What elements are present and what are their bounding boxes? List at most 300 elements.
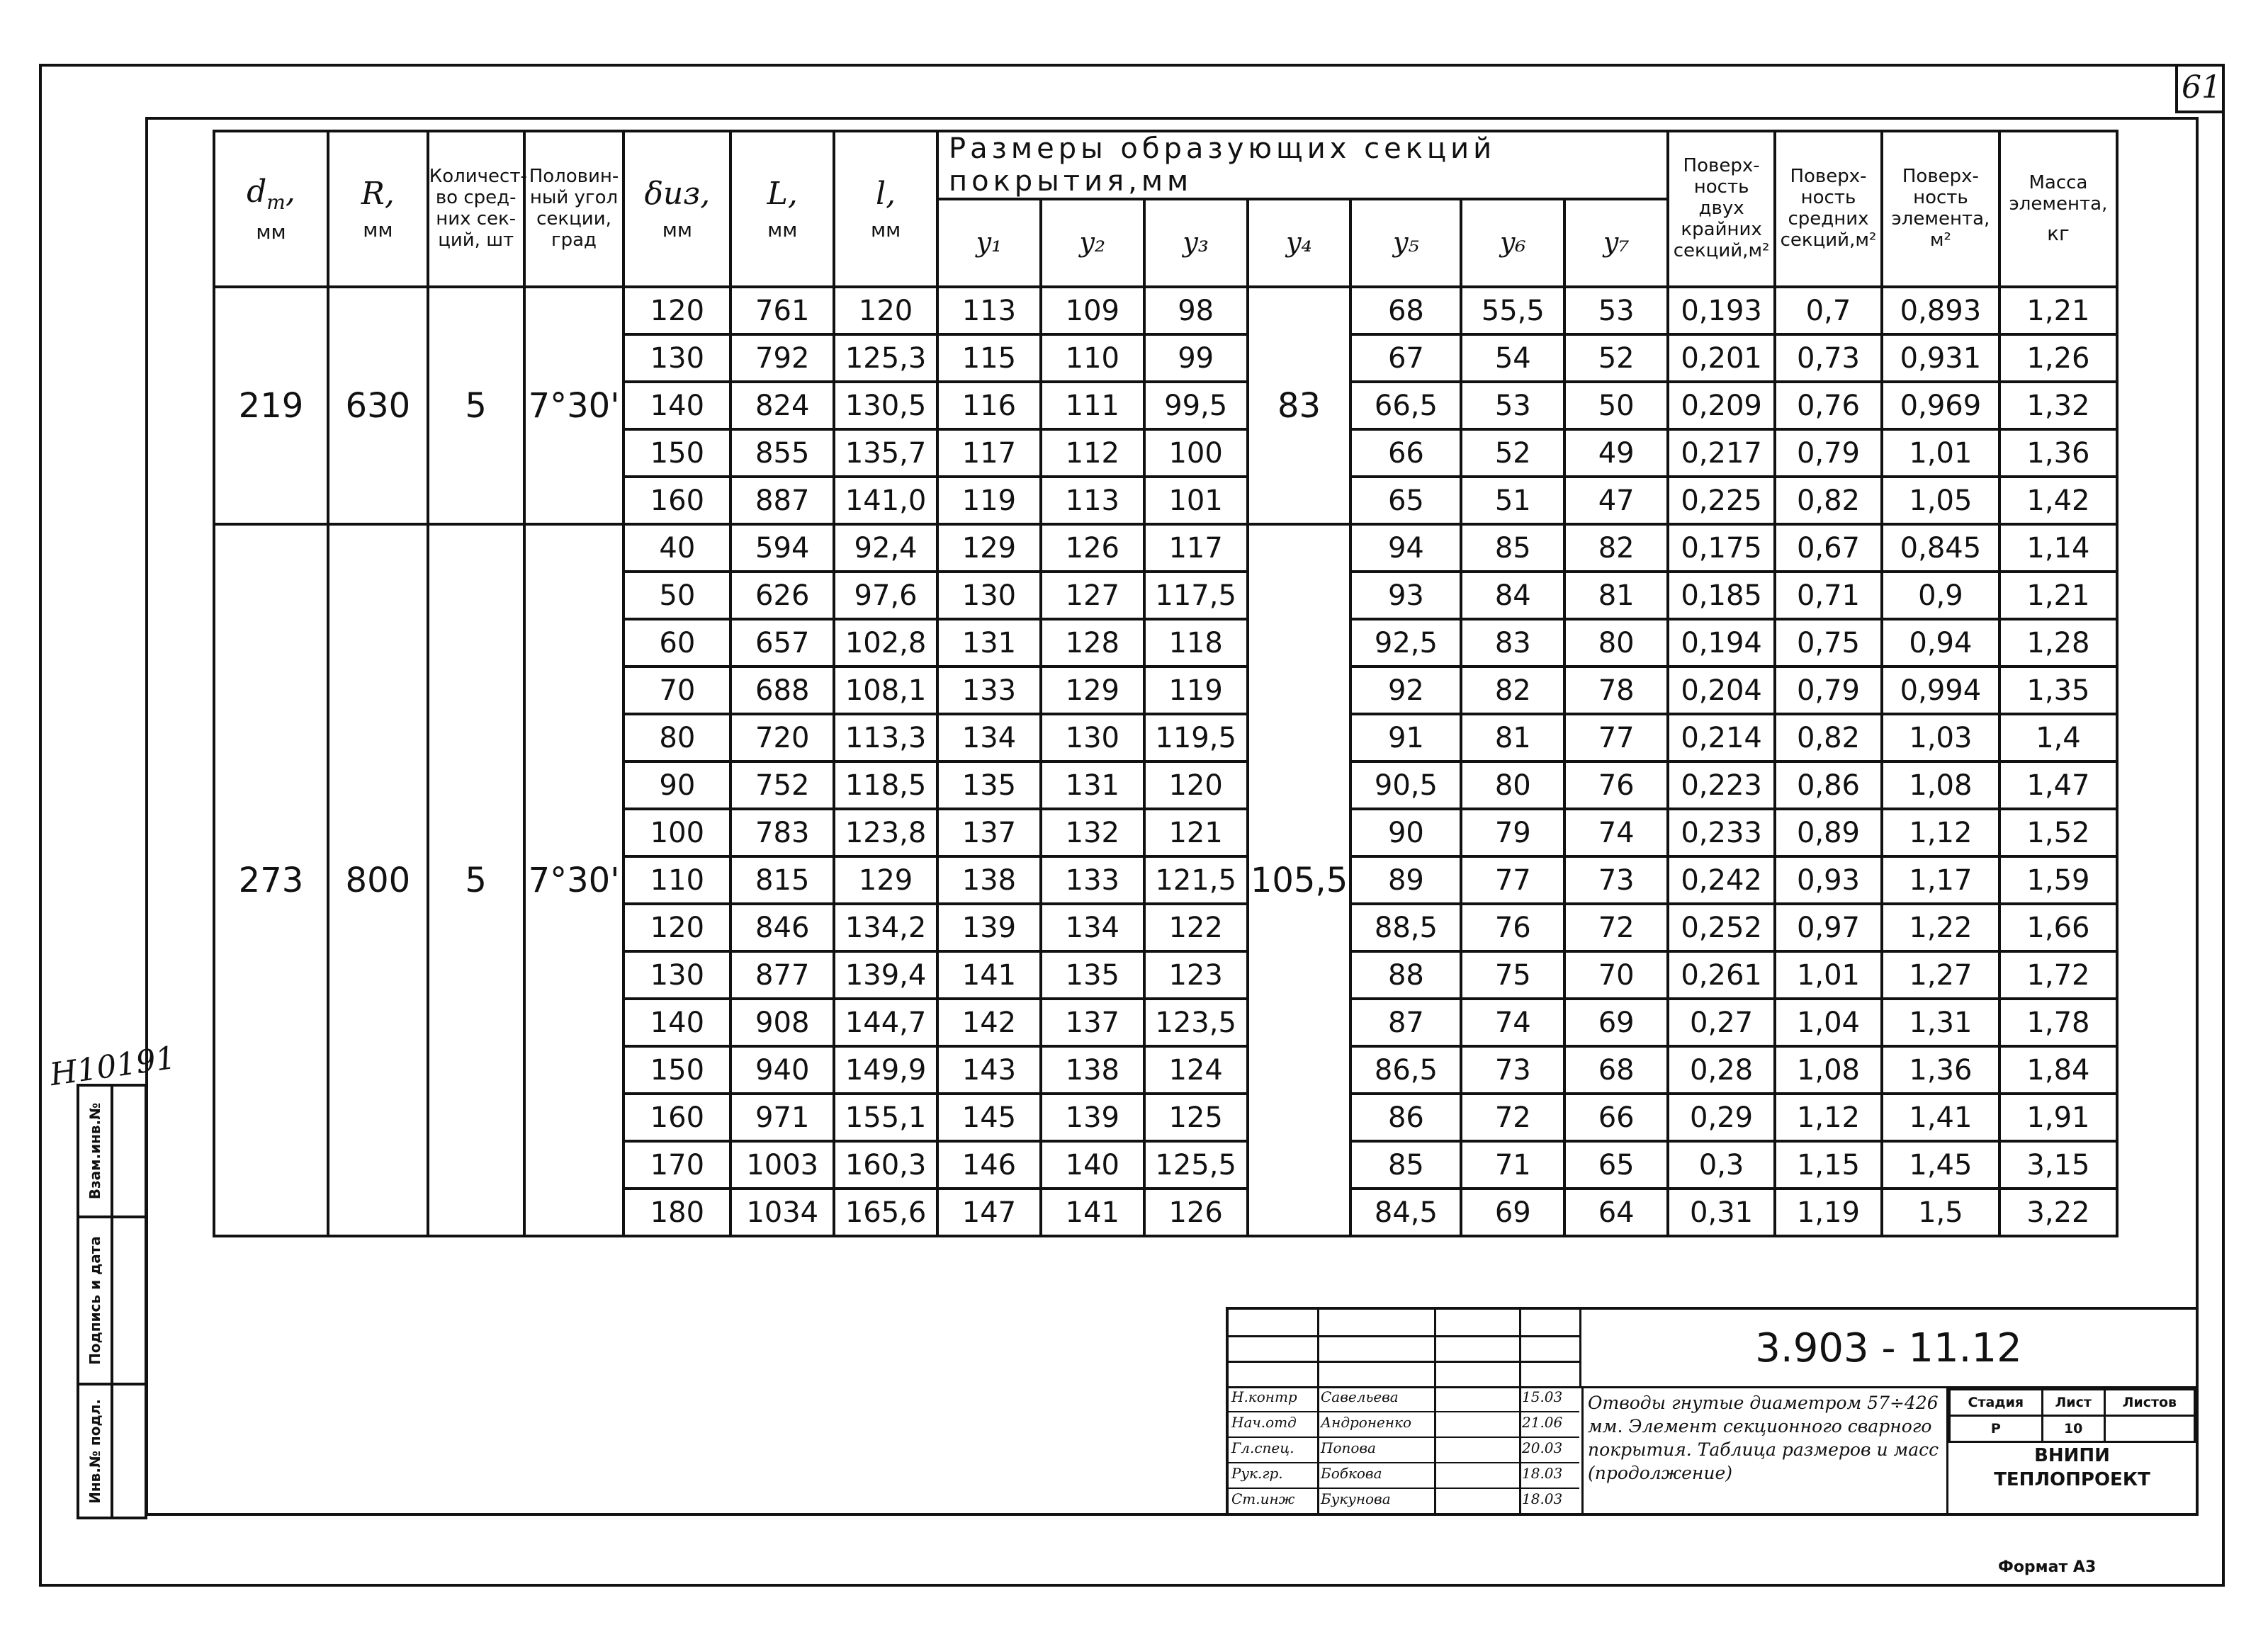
cell-y1: 142 <box>937 999 1041 1046</box>
sheets-value <box>2104 1416 2194 1442</box>
cell-surface-element: 1,03 <box>1882 714 1999 761</box>
cell-y7: 78 <box>1564 667 1668 714</box>
cell-surface-mid: 0,89 <box>1775 809 1882 856</box>
cell-y7: 74 <box>1564 809 1668 856</box>
stage-header: Стадия <box>1950 1390 2043 1416</box>
sheet-number: 61 <box>2175 64 2225 113</box>
cell-y6: 69 <box>1461 1189 1564 1236</box>
cell-mass: 1,66 <box>1999 904 2117 951</box>
cell-y6: 81 <box>1461 714 1564 761</box>
cell-y1: 135 <box>937 761 1041 809</box>
cell-y1: 137 <box>937 809 1041 856</box>
cell-r: 800 <box>328 524 428 1236</box>
cell-insulation: 110 <box>624 856 730 904</box>
cell-mass: 1,72 <box>1999 951 2117 999</box>
cell-L: 752 <box>730 761 834 809</box>
cell-y5: 86 <box>1350 1094 1461 1141</box>
sheets-header: Листов <box>2104 1390 2194 1416</box>
cell-y6: 76 <box>1461 904 1564 951</box>
cell-y5: 67 <box>1350 334 1461 382</box>
cell-L: 855 <box>730 429 834 477</box>
cell-mass: 1,59 <box>1999 856 2117 904</box>
cell-y6: 53 <box>1461 382 1564 429</box>
cell-surface-element: 0,94 <box>1882 619 1999 667</box>
signature-role: Рук.гр. <box>1231 1465 1283 1482</box>
cell-count: 5 <box>428 287 524 524</box>
cell-y6: 77 <box>1461 856 1564 904</box>
header-y1: y₁ <box>937 199 1041 287</box>
cell-y3: 119,5 <box>1144 714 1248 761</box>
cell-y3: 120 <box>1144 761 1248 809</box>
cell-y6: 82 <box>1461 667 1564 714</box>
cell-y1: 143 <box>937 1046 1041 1094</box>
cell-surface-end: 0,3 <box>1668 1141 1775 1189</box>
cell-y5: 94 <box>1350 524 1461 572</box>
cell-mass: 1,78 <box>1999 999 2117 1046</box>
cell-surface-mid: 1,01 <box>1775 951 1882 999</box>
cell-y2: 126 <box>1041 524 1144 572</box>
header-y6: y₆ <box>1461 199 1564 287</box>
cell-insulation: 50 <box>624 572 730 619</box>
cell-mass: 1,91 <box>1999 1094 2117 1141</box>
cell-y5: 86,5 <box>1350 1046 1461 1094</box>
header-y3: y₃ <box>1144 199 1248 287</box>
cell-y5: 91 <box>1350 714 1461 761</box>
cell-y5: 66 <box>1350 429 1461 477</box>
cell-surface-end: 0,29 <box>1668 1094 1775 1141</box>
table-row <box>214 524 2117 572</box>
cell-y5: 89 <box>1350 856 1461 904</box>
cell-mass: 1,42 <box>1999 477 2117 524</box>
cell-insulation: 160 <box>624 1094 730 1141</box>
cell-l: 134,2 <box>834 904 937 951</box>
cell-surface-element: 1,36 <box>1882 1046 1999 1094</box>
cell-y1: 113 <box>937 287 1041 334</box>
cell-L: 824 <box>730 382 834 429</box>
header-y7: y₇ <box>1564 199 1668 287</box>
cell-insulation: 40 <box>624 524 730 572</box>
cell-y3: 117,5 <box>1144 572 1248 619</box>
cell-L: 792 <box>730 334 834 382</box>
document-code: 3.903 - 11.12 <box>1579 1310 2196 1388</box>
cell-l: 155,1 <box>834 1094 937 1141</box>
cell-l: 125,3 <box>834 334 937 382</box>
side-label-signature: Подпись и дата <box>86 1236 104 1365</box>
cell-y3: 122 <box>1144 904 1248 951</box>
cell-y1: 147 <box>937 1189 1041 1236</box>
cell-surface-mid: 1,15 <box>1775 1141 1882 1189</box>
cell-l: 108,1 <box>834 667 937 714</box>
org-line2: ТЕПЛОПРОЕКТ <box>1994 1469 2150 1490</box>
cell-l: 165,6 <box>834 1189 937 1236</box>
cell-y6: 54 <box>1461 334 1564 382</box>
cell-y7: 53 <box>1564 287 1668 334</box>
cell-l: 118,5 <box>834 761 937 809</box>
cell-L: 815 <box>730 856 834 904</box>
cell-y6: 71 <box>1461 1141 1564 1189</box>
cell-y6: 72 <box>1461 1094 1564 1141</box>
header-surface-end: Поверх-ность двух крайних секций,м² <box>1668 131 1775 287</box>
cell-y2: 128 <box>1041 619 1144 667</box>
cell-y6: 75 <box>1461 951 1564 999</box>
cell-surface-mid: 0,67 <box>1775 524 1882 572</box>
format-label: Формат А3 <box>1998 1558 2097 1576</box>
signature-role: Ст.инж <box>1231 1490 1295 1507</box>
side-label-replacement: Взам.инв.№ <box>86 1102 103 1200</box>
header-surface-element: Поверх-ность элемента, м² <box>1882 131 1999 287</box>
cell-y3: 121,5 <box>1144 856 1248 904</box>
cell-y7: 82 <box>1564 524 1668 572</box>
cell-y5: 88 <box>1350 951 1461 999</box>
cell-y2: 131 <box>1041 761 1144 809</box>
cell-y7: 72 <box>1564 904 1668 951</box>
cell-y3: 126 <box>1144 1189 1248 1236</box>
cell-L: 594 <box>730 524 834 572</box>
header-sections-group: Размеры образующих секций покрытия,мм <box>937 131 1668 199</box>
cell-mass: 3,22 <box>1999 1189 2117 1236</box>
signature-row <box>1229 1388 1579 1407</box>
cell-y5: 92,5 <box>1350 619 1461 667</box>
cell-y7: 66 <box>1564 1094 1668 1141</box>
cell-insulation: 120 <box>624 904 730 951</box>
cell-surface-end: 0,204 <box>1668 667 1775 714</box>
cell-L: 1003 <box>730 1141 834 1189</box>
cell-insulation: 160 <box>624 477 730 524</box>
cell-insulation: 150 <box>624 429 730 477</box>
cell-L: 908 <box>730 999 834 1046</box>
cell-y5: 90,5 <box>1350 761 1461 809</box>
cell-surface-element: 1,41 <box>1882 1094 1999 1141</box>
cell-y5: 87 <box>1350 999 1461 1046</box>
cell-surface-mid: 0,76 <box>1775 382 1882 429</box>
cell-y2: 133 <box>1041 856 1144 904</box>
cell-mass: 1,84 <box>1999 1046 2117 1094</box>
cell-insulation: 180 <box>624 1189 730 1236</box>
cell-y3: 124 <box>1144 1046 1248 1094</box>
cell-L: 720 <box>730 714 834 761</box>
cell-y6: 73 <box>1461 1046 1564 1094</box>
cell-y1: 134 <box>937 714 1041 761</box>
cell-y2: 134 <box>1041 904 1144 951</box>
cell-y3: 118 <box>1144 619 1248 667</box>
header-dt: $d_т$, мм <box>214 131 328 287</box>
cell-y6: 80 <box>1461 761 1564 809</box>
cell-y5: 88,5 <box>1350 904 1461 951</box>
cell-y7: 76 <box>1564 761 1668 809</box>
cell-surface-end: 0,28 <box>1668 1046 1775 1094</box>
cell-insulation: 130 <box>624 334 730 382</box>
cell-mass: 1,52 <box>1999 809 2117 856</box>
cell-surface-end: 0,214 <box>1668 714 1775 761</box>
header-angle: Половин-ный угол секции, град <box>524 131 624 287</box>
header-l: l, мм <box>834 131 937 287</box>
cell-surface-element: 1,05 <box>1882 477 1999 524</box>
signature-name: Попова <box>1321 1439 1376 1456</box>
cell-L: 877 <box>730 951 834 999</box>
cell-L: 1034 <box>730 1189 834 1236</box>
cell-surface-element: 1,12 <box>1882 809 1999 856</box>
cell-surface-mid: 0,82 <box>1775 477 1882 524</box>
signature-date: 18.03 <box>1522 1465 1563 1482</box>
cell-insulation: 130 <box>624 951 730 999</box>
cell-surface-end: 0,185 <box>1668 572 1775 619</box>
cell-y7: 70 <box>1564 951 1668 999</box>
cell-insulation: 100 <box>624 809 730 856</box>
header-r: R, мм <box>328 131 428 287</box>
cell-l: 160,3 <box>834 1141 937 1189</box>
cell-y3: 125 <box>1144 1094 1248 1141</box>
cell-y7: 81 <box>1564 572 1668 619</box>
cell-y3: 125,5 <box>1144 1141 1248 1189</box>
cell-y7: 49 <box>1564 429 1668 477</box>
sheet-value: 10 <box>2042 1416 2104 1442</box>
cell-surface-mid: 1,04 <box>1775 999 1882 1046</box>
signature-role: Нач.отд <box>1231 1414 1297 1431</box>
cell-y7: 68 <box>1564 1046 1668 1094</box>
header-mass: Масса элемента, кг <box>1999 131 2117 287</box>
cell-y6: 55,5 <box>1461 287 1564 334</box>
cell-y5: 90 <box>1350 809 1461 856</box>
cell-surface-end: 0,201 <box>1668 334 1775 382</box>
signature-name: Бобкова <box>1321 1465 1382 1482</box>
title-block <box>1226 1307 2199 1516</box>
cell-y3: 123,5 <box>1144 999 1248 1046</box>
cell-l: 135,7 <box>834 429 937 477</box>
cell-surface-element: 0,931 <box>1882 334 1999 382</box>
cell-insulation: 60 <box>624 619 730 667</box>
cell-y3: 123 <box>1144 951 1248 999</box>
cell-y1: 116 <box>937 382 1041 429</box>
cell-y5: 68 <box>1350 287 1461 334</box>
cell-y5: 93 <box>1350 572 1461 619</box>
stage-value: Р <box>1950 1416 2043 1442</box>
cell-l: 144,7 <box>834 999 937 1046</box>
cell-angle: 7°30' <box>524 524 624 1236</box>
signature-role: Н.контр <box>1231 1388 1297 1405</box>
cell-insulation: 120 <box>624 287 730 334</box>
header-count: Количест-во сред-них сек-ций, шт <box>428 131 524 287</box>
signature-date: 20.03 <box>1522 1439 1563 1456</box>
cell-l: 149,9 <box>834 1046 937 1094</box>
header-surface-mid: Поверх-ность средних секций,м² <box>1775 131 1882 287</box>
cell-surface-element: 1,17 <box>1882 856 1999 904</box>
sheet-header: Лист <box>2042 1390 2104 1416</box>
header-y4: y₄ <box>1248 199 1351 287</box>
cell-angle: 7°30' <box>524 287 624 524</box>
cell-y2: 135 <box>1041 951 1144 999</box>
cell-mass: 1,26 <box>1999 334 2117 382</box>
cell-mass: 1,14 <box>1999 524 2117 572</box>
cell-l: 113,3 <box>834 714 937 761</box>
cell-y7: 50 <box>1564 382 1668 429</box>
cell-y2: 127 <box>1041 572 1144 619</box>
cell-surface-mid: 1,08 <box>1775 1046 1882 1094</box>
cell-y5: 92 <box>1350 667 1461 714</box>
cell-y1: 119 <box>937 477 1041 524</box>
cell-y1: 133 <box>937 667 1041 714</box>
signature-row <box>1229 1414 1579 1432</box>
title-block-grid <box>1229 1310 1579 1513</box>
cell-surface-element: 0,994 <box>1882 667 1999 714</box>
signature-date: 15.03 <box>1522 1388 1563 1405</box>
cell-y7: 64 <box>1564 1189 1668 1236</box>
cell-dt: 273 <box>214 524 328 1236</box>
cell-surface-element: 1,22 <box>1882 904 1999 951</box>
cell-l: 123,8 <box>834 809 937 856</box>
cell-surface-mid: 0,71 <box>1775 572 1882 619</box>
cell-surface-end: 0,27 <box>1668 999 1775 1046</box>
cell-l: 97,6 <box>834 572 937 619</box>
cell-L: 657 <box>730 619 834 667</box>
signature-row <box>1229 1439 1579 1458</box>
side-cell-signature <box>77 1216 147 1386</box>
cell-surface-mid: 0,93 <box>1775 856 1882 904</box>
cell-surface-mid: 0,97 <box>1775 904 1882 951</box>
cell-y1: 129 <box>937 524 1041 572</box>
dimensions-table <box>213 130 2119 1237</box>
cell-y5: 84,5 <box>1350 1189 1461 1236</box>
header-insulation: δиз, мм <box>624 131 730 287</box>
cell-mass: 1,4 <box>1999 714 2117 761</box>
cell-surface-mid: 1,12 <box>1775 1094 1882 1141</box>
cell-y2: 129 <box>1041 667 1144 714</box>
cell-surface-end: 0,194 <box>1668 619 1775 667</box>
cell-y3: 101 <box>1144 477 1248 524</box>
cell-y6: 74 <box>1461 999 1564 1046</box>
cell-y7: 80 <box>1564 619 1668 667</box>
cell-surface-element: 0,845 <box>1882 524 1999 572</box>
cell-surface-end: 0,252 <box>1668 904 1775 951</box>
cell-surface-element: 1,31 <box>1882 999 1999 1046</box>
stage-block <box>1946 1388 2196 1516</box>
inventory-note: Н10191 <box>47 1039 179 1094</box>
cell-L: 846 <box>730 904 834 951</box>
cell-y1: 131 <box>937 619 1041 667</box>
cell-surface-element: 1,45 <box>1882 1141 1999 1189</box>
cell-surface-element: 0,969 <box>1882 382 1999 429</box>
cell-mass: 1,32 <box>1999 382 2117 429</box>
side-cell-original <box>77 1383 147 1519</box>
cell-mass: 1,47 <box>1999 761 2117 809</box>
cell-mass: 1,21 <box>1999 572 2117 619</box>
cell-L: 688 <box>730 667 834 714</box>
signature-name: Букунова <box>1321 1490 1391 1507</box>
cell-y6: 84 <box>1461 572 1564 619</box>
cell-insulation: 140 <box>624 999 730 1046</box>
cell-y1: 145 <box>937 1094 1041 1141</box>
signature-name: Савельева <box>1321 1388 1399 1405</box>
cell-surface-mid: 0,75 <box>1775 619 1882 667</box>
cell-mass: 1,21 <box>1999 287 2117 334</box>
table-body <box>214 287 2117 1236</box>
cell-surface-end: 0,223 <box>1668 761 1775 809</box>
cell-y7: 65 <box>1564 1141 1668 1189</box>
cell-l: 129 <box>834 856 937 904</box>
cell-surface-mid: 0,73 <box>1775 334 1882 382</box>
cell-y2: 112 <box>1041 429 1144 477</box>
cell-y6: 51 <box>1461 477 1564 524</box>
cell-surface-end: 0,261 <box>1668 951 1775 999</box>
cell-y5: 85 <box>1350 1141 1461 1189</box>
cell-y3: 121 <box>1144 809 1248 856</box>
side-stamp <box>77 1084 147 1519</box>
cell-surface-end: 0,31 <box>1668 1189 1775 1236</box>
signature-name: Андроненко <box>1321 1414 1412 1431</box>
signature-date: 18.03 <box>1522 1490 1563 1507</box>
side-cell-replacement <box>77 1084 147 1218</box>
header-y5: y₅ <box>1350 199 1461 287</box>
cell-l: 130,5 <box>834 382 937 429</box>
cell-insulation: 90 <box>624 761 730 809</box>
cell-insulation: 170 <box>624 1141 730 1189</box>
cell-l: 139,4 <box>834 951 937 999</box>
table-row <box>214 287 2117 334</box>
cell-l: 102,8 <box>834 619 937 667</box>
cell-L: 626 <box>730 572 834 619</box>
cell-y2: 111 <box>1041 382 1144 429</box>
cell-L: 971 <box>730 1094 834 1141</box>
cell-l: 120 <box>834 287 937 334</box>
cell-y6: 52 <box>1461 429 1564 477</box>
cell-L: 940 <box>730 1046 834 1094</box>
cell-y3: 99 <box>1144 334 1248 382</box>
cell-y6: 83 <box>1461 619 1564 667</box>
cell-y1: 130 <box>937 572 1041 619</box>
cell-y6: 85 <box>1461 524 1564 572</box>
cell-y7: 47 <box>1564 477 1668 524</box>
signature-date: 21.06 <box>1522 1414 1563 1431</box>
cell-y2: 110 <box>1041 334 1144 382</box>
cell-surface-element: 1,01 <box>1882 429 1999 477</box>
header-y2: y₂ <box>1041 199 1144 287</box>
cell-surface-element: 1,5 <box>1882 1189 1999 1236</box>
cell-surface-end: 0,209 <box>1668 382 1775 429</box>
cell-surface-end: 0,217 <box>1668 429 1775 477</box>
cell-y3: 119 <box>1144 667 1248 714</box>
cell-surface-mid: 0,79 <box>1775 667 1882 714</box>
cell-surface-mid: 0,7 <box>1775 287 1882 334</box>
cell-surface-element: 0,893 <box>1882 287 1999 334</box>
cell-surface-mid: 0,86 <box>1775 761 1882 809</box>
cell-insulation: 140 <box>624 382 730 429</box>
cell-count: 5 <box>428 524 524 1236</box>
cell-y7: 77 <box>1564 714 1668 761</box>
cell-y2: 113 <box>1041 477 1144 524</box>
cell-surface-end: 0,242 <box>1668 856 1775 904</box>
cell-insulation: 70 <box>624 667 730 714</box>
cell-surface-end: 0,225 <box>1668 477 1775 524</box>
cell-y2: 130 <box>1041 714 1144 761</box>
cell-y2: 140 <box>1041 1141 1144 1189</box>
cell-mass: 1,28 <box>1999 619 2117 667</box>
cell-L: 887 <box>730 477 834 524</box>
cell-L: 761 <box>730 287 834 334</box>
sheet-description: Отводы гнутые диаметром 57÷426 мм. Элемент секционного сварного покрытия. Таблица размеров и масс (продолжение) <box>1581 1388 1946 1516</box>
cell-mass: 1,36 <box>1999 429 2117 477</box>
cell-y1: 138 <box>937 856 1041 904</box>
cell-y1: 146 <box>937 1141 1041 1189</box>
cell-insulation: 150 <box>624 1046 730 1094</box>
cell-y1: 115 <box>937 334 1041 382</box>
cell-y3: 99,5 <box>1144 382 1248 429</box>
cell-surface-element: 1,27 <box>1882 951 1999 999</box>
cell-y1: 117 <box>937 429 1041 477</box>
cell-l: 141,0 <box>834 477 937 524</box>
cell-mass: 3,15 <box>1999 1141 2117 1189</box>
organization <box>1948 1444 2196 1492</box>
cell-surface-mid: 0,82 <box>1775 714 1882 761</box>
cell-y7: 69 <box>1564 999 1668 1046</box>
